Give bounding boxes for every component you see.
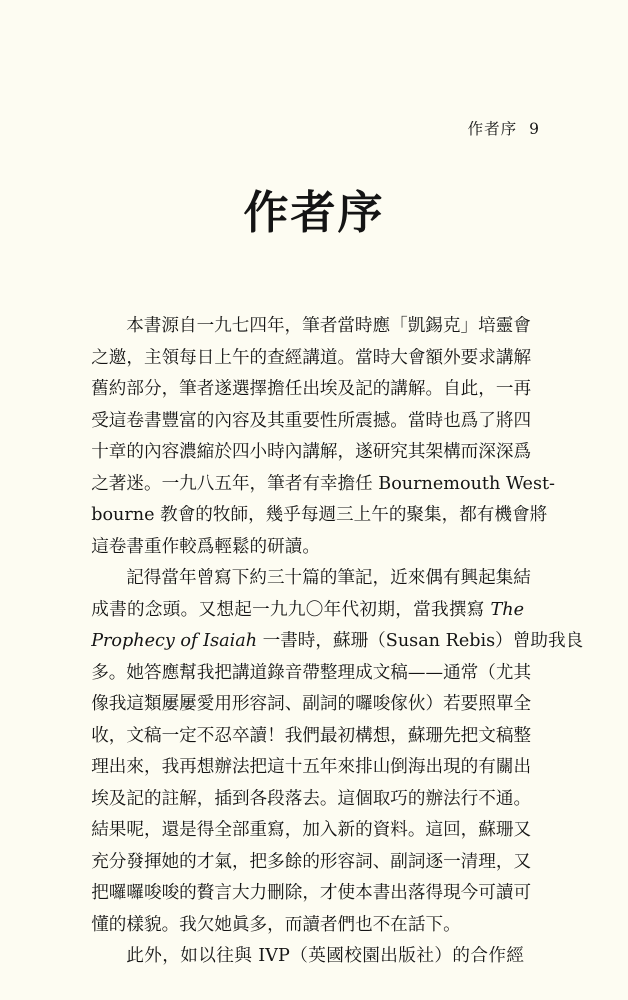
text-line: 受這卷書豐富的內容及其重要性所震撼。當時也爲了將四: [91, 410, 532, 431]
text-segment: 成書的念頭。又想起一九九〇年代初期，當我撰寫: [91, 599, 485, 620]
text-line: 懂的樣貌。我欠她眞多，而讀者們也不在話下。: [91, 914, 461, 935]
text-line: 理出來，我再想辦法把這十五年來排山倒海出現的有關出: [91, 757, 532, 777]
running-head: [468, 117, 540, 139]
running-head-title: 作者序: [467, 120, 518, 138]
paragraph-2: [56, 563, 584, 941]
text-line: 把囉囉唆唆的贅言大力刪除，才使本書出落得現今可讀可: [91, 883, 532, 903]
body-text: [56, 311, 584, 973]
book-title-word: The: [490, 599, 524, 620]
text-line: 之邀，主領每日上午的查經講道。當時大會額外要求講解: [91, 347, 532, 368]
text-line-with-title: [56, 595, 524, 627]
text-line: 之著迷。一九八五年，筆者有幸擔任 Bournemouth West-: [91, 473, 555, 494]
text-line: 此外，如以往與 IVP（英國校園出版社）的合作經: [126, 946, 524, 966]
paragraph-3: [56, 941, 524, 973]
text-line: 埃及記的註解，插到各段落去。這個取巧的辦法行不通。: [91, 788, 532, 809]
text-line: 像我這類屢屢愛用形容詞、副詞的囉唆傢伙）若要照單全: [91, 694, 532, 714]
text-line: 記得當年曾寫下約三十篇的筆記，近來偶有興起集結: [126, 568, 531, 588]
book-title: Prophecy of Isaiah: [91, 631, 258, 651]
text-line-with-title: Prophecy of Isaiah 一書時，蘇珊（Susan Rebis）曾助我良: [91, 631, 584, 651]
text-line: 舊約部分，筆者遂選擇擔任出埃及記的講解。自此，一再: [91, 379, 532, 399]
text-line: 結果呢，還是得全部重寫，加入新的資料。這回，蘇珊又: [91, 820, 532, 840]
text-line: 充分發揮她的才氣，把多餘的形容詞、副詞逐一清理，又: [91, 851, 532, 872]
text-line: 十章的內容濃縮於四小時內講解，遂研究其架構而深深爲: [91, 442, 532, 462]
text-line: 本書源自一九七四年，筆者當時應「凱錫克」培靈會: [126, 316, 531, 336]
chapter-title: 作者序: [243, 186, 385, 239]
text-line: bourne 教會的牧師，幾乎每週三上午的聚集，都有機會將: [91, 505, 548, 525]
text-line: 多。她答應幫我把講道錄音帶整理成文稿——通常（尤其: [91, 662, 532, 683]
text-line: 收，文稿一定不忍卒讀！我們最初構想，蘇珊先把文稿整: [91, 725, 532, 746]
page-number: 9: [529, 120, 540, 138]
paragraph-1: [56, 311, 555, 563]
text-line: 這卷書重作較爲輕鬆的研讀。: [91, 536, 320, 557]
